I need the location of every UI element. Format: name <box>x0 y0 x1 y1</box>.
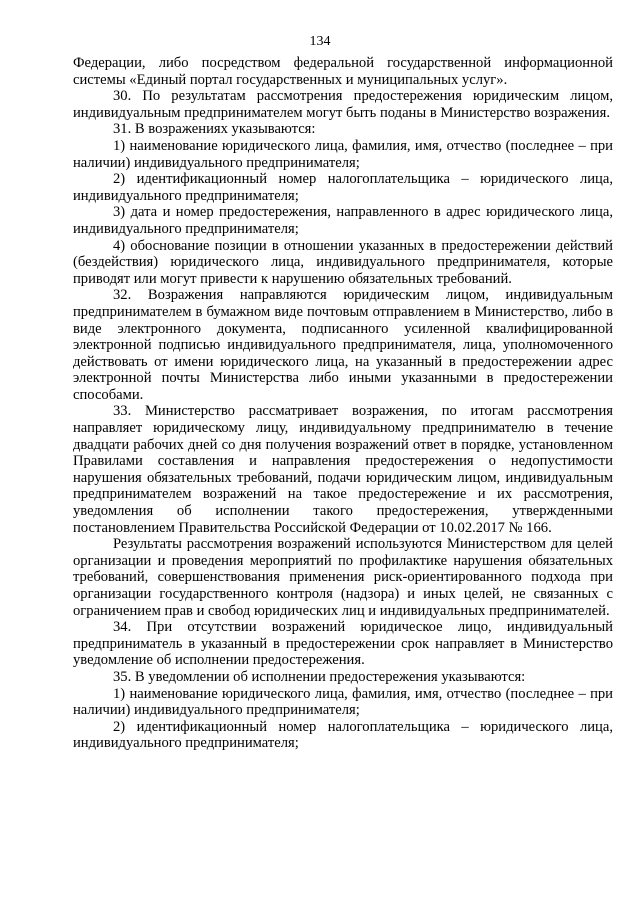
page-number: 134 <box>309 34 331 49</box>
document-body <box>73 55 613 752</box>
paragraph-33-results: Результаты рассмотрения возражений используются Министерством для целей организации и проведения мероприятий по профилактике нарушения обязательных требований, совершенствования применения риск-ориентированного подхода при организации государственного контроля (надзора) и иных целей, не связанных с ограничением прав и свобод юридических лиц и индивидуальных предпринимателей. <box>73 536 613 619</box>
paragraph-35: 35. В уведомлении об исполнении предостережения указываются: <box>113 668 526 685</box>
paragraph-33: 33. Министерство рассматривает возражения, по итогам рассмотрения направляет юридическому лицу, индивидуальному предпринимателю в течение двадцати рабочих дней со дня получения возражений ответ в порядке, установленном Правилами составления и направления предостережения о недопустимости нарушения обязательных требований, подачи юридическим лицом, индивидуальным предпринимателем возражений на такое предостережение и их рассмотрения, уведомления об исполнении такого предостережения, утвержденными постановлением Правительства Российской Федерации от 10.02.2017 № 166. <box>73 403 613 536</box>
paragraph-32: 32. Возражения направляются юридическим лицом, индивидуальным предпринимателем в бумажном виде почтовым отправлением в Министерство, либо в виде электронного документа, подписанного усиленной квалифицированной электронной подписью индивидуального предпринимателя, лица, уполномоченного действовать от имени юридического лица, на указанный в предостережении адрес электронной почты Министерства либо иными указанными в предостережении способами. <box>73 287 613 403</box>
paragraph-31-item-1: 1) наименование юридического лица, фамилия, имя, отчество (последнее – при наличии) индивидуального предпринимателя; <box>73 137 613 171</box>
paragraph-31-item-3: 3) дата и номер предостережения, направленного в адрес юридического лица, индивидуального предпринимателя; <box>73 204 613 237</box>
paragraph-31-item-2: 2) идентификационный номер налогоплательщика – юридического лица, индивидуального предпринимателя; <box>73 171 613 204</box>
paragraph-31-item-4: 4) обоснование позиции в отношении указанных в предостережении действий (бездействия) юридического лица, индивидуального предпринимателя, которые приводят или могут привести к нарушению обязательных требований. <box>73 237 613 287</box>
paragraph-35-item-2: 2) идентификационный номер налогоплательщика – юридического лица, индивидуального предпринимателя; <box>73 718 613 752</box>
paragraph-continuation: Федерации, либо посредством федеральной государственной информационной системы «Единый портал государственных и муниципальных услуг». <box>73 55 613 88</box>
paragraph-35-item-1: 1) наименование юридического лица, фамилия, имя, отчество (последнее – при наличии) индивидуального предпринимателя; <box>73 685 613 719</box>
paragraph-34: 34. При отсутствии возражений юридическое лицо, индивидуальный предприниматель в указанный в предостережении срок направляет в Министерство уведомление об исполнении предостережения. <box>73 619 613 669</box>
paragraph-30: 30. По результатам рассмотрения предостережения юридическим лицом, индивидуальным предпринимателем могут быть поданы в Министерство возражения. <box>73 88 613 121</box>
paragraph-31: 31. В возражениях указываются: <box>113 121 316 138</box>
